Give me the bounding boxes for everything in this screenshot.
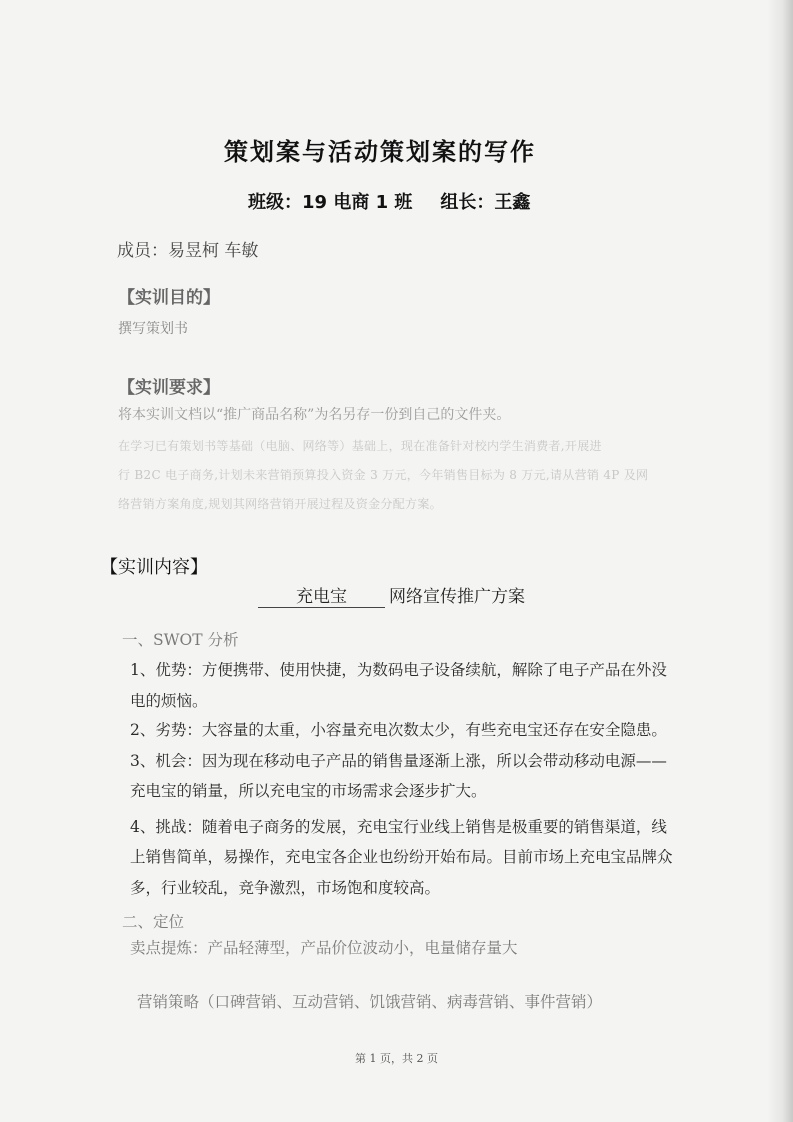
position-heading: 二、定位 <box>122 913 185 931</box>
class-and-leader-line <box>248 188 530 214</box>
content-heading: 【实训内容】 <box>100 557 208 578</box>
page-footer: 第 1 页，共 2 页 <box>355 1052 438 1065</box>
plan-title <box>258 582 525 608</box>
requirements-line-3: 行 B2C 电子商务,计划未来营销预算投入资金 3 万元，今年销售目标为 8 万元,请从营销 4P 及网 <box>118 468 649 482</box>
objective-heading: 【实训目的】 <box>118 288 220 308</box>
swot-item-1-line-1: 1、优势：方便携带、使用快捷，为数码电子设备续航，解除了电子产品在外没 <box>130 661 667 679</box>
swot-item-4-line-3: 多，行业较乱，竞争激烈，市场饱和度较高。 <box>130 879 441 897</box>
objective-text: 撰写策划书 <box>118 321 188 337</box>
requirements-line-4: 络营销方案角度,规划其网络营销开展过程及资金分配方案。 <box>118 497 442 511</box>
members-label: 成员：易昱柯 车敏 <box>117 241 259 261</box>
swot-item-2: 2、劣势：大容量的太重，小容量充电次数太少，有些充电宝还存在安全隐患。 <box>130 721 667 739</box>
swot-item-4-line-1: 4、挑战：随着电子商务的发展，充电宝行业线上销售是极重要的销售渠道，线 <box>130 818 667 836</box>
leader-label: 组长：王鑫 <box>440 192 531 213</box>
page-edge-shadow <box>767 0 793 1122</box>
requirements-line-2: 在学习已有策划书等基础（电脑、网络等）基础上，现在准备针对校内学生消费者,开展进 <box>118 439 602 453</box>
swot-item-4-line-2: 上销售简单，易操作，充电宝各企业也纷纷开始布局。目前市场上充电宝品牌众 <box>130 848 673 866</box>
requirements-heading: 【实训要求】 <box>118 378 220 398</box>
swot-item-1-line-2: 电的烦恼。 <box>130 692 208 710</box>
class-label: 班级：19 电商 1 班 <box>248 192 413 213</box>
swot-item-3-line-2: 充电宝的销量，所以充电宝的市场需求会逐步扩大。 <box>130 782 487 800</box>
swot-heading: 一、SWOT 分析 <box>122 631 239 649</box>
plan-product-blank: 充电宝 <box>258 582 385 608</box>
document-title: 策划案与活动策划案的写作 <box>224 138 536 166</box>
marketing-strategy: 营销策略（口碑营销、互动营销、饥饿营销、病毒营销、事件营销） <box>137 993 603 1011</box>
requirements-line-1: 将本实训文档以“推广商品名称”为名另存一份到自己的文件夹。 <box>118 407 511 423</box>
plan-title-text: 网络宣传推广方案 <box>389 587 525 607</box>
swot-item-3-line-1: 3、机会：因为现在移动电子产品的销售量逐渐上涨，所以会带动移动电源—— <box>130 752 667 770</box>
selling-point: 卖点提炼：产品轻薄型，产品价位波动小，电量储存量大 <box>130 939 518 957</box>
